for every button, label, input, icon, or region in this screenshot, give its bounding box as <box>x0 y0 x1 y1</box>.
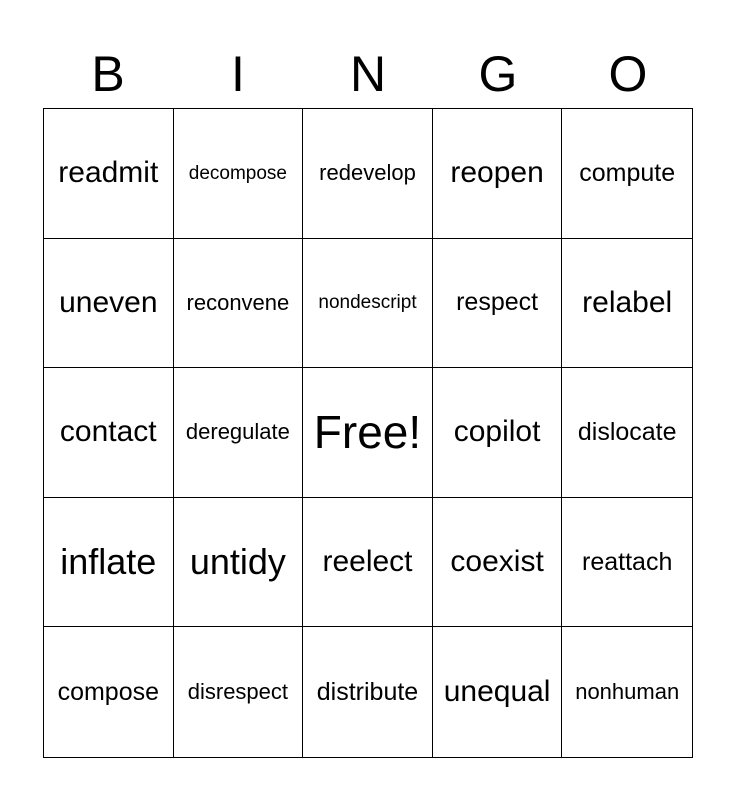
bingo-cell: decompose <box>174 109 304 239</box>
bingo-cell: unequal <box>433 627 563 757</box>
bingo-header <box>43 40 693 108</box>
bingo-cell: nonhuman <box>575 679 680 705</box>
header-letter-i: I <box>231 46 245 102</box>
bingo-cell: respect <box>433 239 563 369</box>
bingo-cell: copilot <box>433 368 563 498</box>
bingo-cell: nondescript <box>303 239 433 369</box>
bingo-cell: reopen <box>433 109 563 239</box>
header-letter-b: B <box>91 46 125 102</box>
header-letter-o: O <box>608 46 648 102</box>
bingo-cell: coexist <box>433 498 563 628</box>
bingo-cell: distribute <box>303 627 433 757</box>
bingo-cell: inflate <box>44 498 174 628</box>
bingo-cell: compose <box>44 627 174 757</box>
header-letter-n: N <box>349 46 387 102</box>
bingo-cell: contact <box>44 368 174 498</box>
bingo-cell: reelect <box>303 498 433 628</box>
bingo-cell: untidy <box>174 498 304 628</box>
bingo-cell: deregulate <box>174 368 304 498</box>
bingo-cell: reconvene <box>174 239 304 369</box>
bingo-cell: disrespect <box>174 627 304 757</box>
bingo-cell: compute <box>562 109 692 239</box>
bingo-board <box>43 108 693 758</box>
bingo-cell: uneven <box>44 239 174 369</box>
bingo-cell: reattach <box>562 498 692 628</box>
bingo-cell: readmit <box>44 109 174 239</box>
bingo-cell: dislocate <box>562 368 692 498</box>
bingo-cell: redevelop <box>303 109 433 239</box>
bingo-cell: relabel <box>562 239 692 369</box>
header-letter-g: G <box>478 46 518 102</box>
free-space-cell: Free! <box>303 368 433 498</box>
